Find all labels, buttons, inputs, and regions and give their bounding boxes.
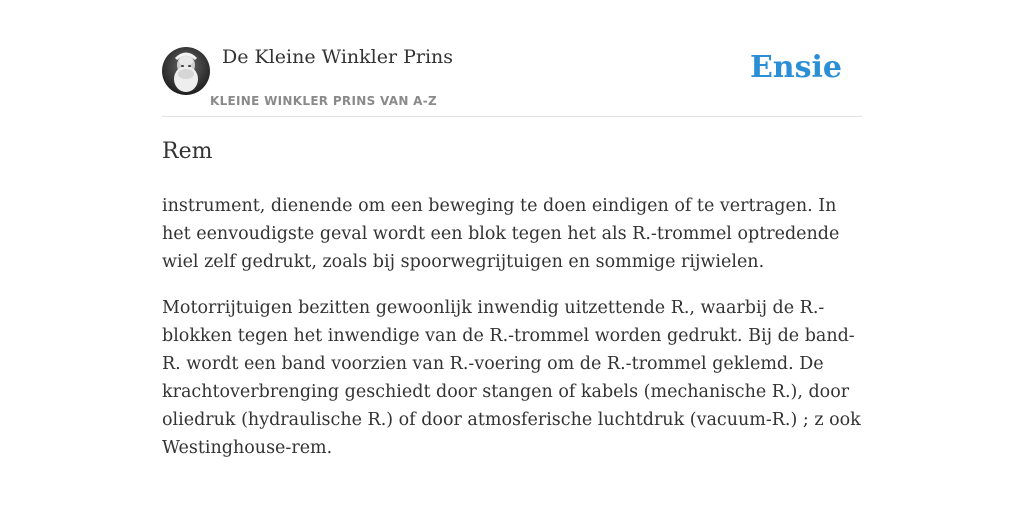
brand-logo[interactable]: Ensie <box>749 50 842 85</box>
avatar[interactable] <box>162 47 210 95</box>
source-subtitle[interactable]: KLEINE WINKLER PRINS VAN A-Z <box>210 94 438 108</box>
paragraph: instrument, dienende om een beweging te doen eindigen of te vertragen. In het eenvoudigste geval wordt een blok tegen het als R.-trommel optredende wiel zelf gedrukt, zoals bij spoorwegrijtuigen en sommige rijwielen. <box>162 196 840 272</box>
article-title: Rem <box>162 139 213 164</box>
article-body <box>162 192 862 480</box>
source-name[interactable]: De Kleine Winkler Prins <box>222 46 454 68</box>
paragraph: Motorrijtuigen bezitten gewoonlijk inwendig uitzettende R., waarbij de R.-blokken tegen het inwendige van de R.-trommel worden gedrukt. Bij de band-R. wordt een band voorzien van R.-voering om de R.-trommel geklemd. De krachtoverbrenging geschiedt door stangen of kabels (mechanische R.), door oliedruk (hydraulische R.) of door atmosferische luchtdruk (vacuum-R.) ; z ook Westinghouse-rem. <box>162 298 861 458</box>
portrait-image <box>162 47 210 95</box>
header <box>162 44 862 117</box>
